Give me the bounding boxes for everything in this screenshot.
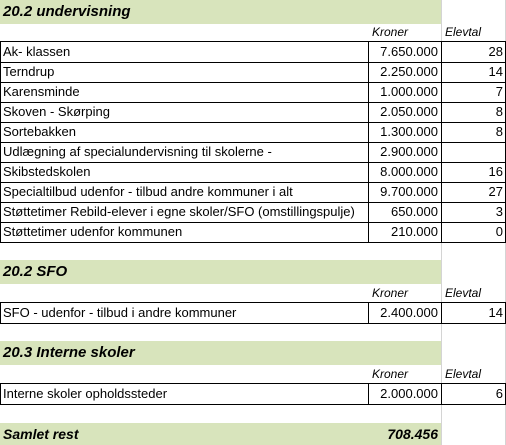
row-kroner: 2.050.000 xyxy=(380,104,438,119)
row-elevtal: 8 xyxy=(495,124,503,139)
section-title-fill xyxy=(368,341,441,365)
section-title: 20.2 undervisning xyxy=(0,0,368,24)
section-title-fill xyxy=(368,0,441,24)
table-row xyxy=(0,42,506,63)
column-header-row xyxy=(0,22,506,42)
section-title: 20.3 Interne skoler xyxy=(0,341,368,365)
row-label: Specialtilbud udenfor - tilbud andre kommuner i alt xyxy=(3,184,293,199)
row-elevtal: 7 xyxy=(495,84,503,99)
col-header-kroner: Kroner xyxy=(372,25,409,39)
row-kroner: 2.000.000 xyxy=(380,386,438,401)
row-elevtal: 28 xyxy=(488,44,503,59)
row-kroner: 2.400.000 xyxy=(380,305,438,320)
col-header-elevtal: Elevtal xyxy=(445,367,482,381)
row-label: Skibstedskolen xyxy=(3,164,91,179)
row-kroner: 8.000.000 xyxy=(380,164,438,179)
data-table xyxy=(0,383,506,405)
row-elevtal xyxy=(441,142,506,162)
row-kroner: 2.250.000 xyxy=(380,64,438,79)
row-elevtal: 14 xyxy=(488,305,503,320)
row-label: Ak- klassen xyxy=(3,44,71,59)
row-elevtal: 14 xyxy=(488,64,503,79)
section-title: 20.2 SFO xyxy=(0,260,368,284)
data-table xyxy=(0,41,506,243)
section-title-fill xyxy=(368,260,441,284)
row-label: Karensminde xyxy=(3,84,80,99)
row-elevtal: 3 xyxy=(495,204,503,219)
row-label: Støttetimer Rebild-elever i egne skoler/SFO (omstillingspulje) xyxy=(3,204,355,219)
row-label: SFO - udenfor - tilbud i andre kommuner xyxy=(3,305,237,320)
col-header-elevtal: Elevtal xyxy=(445,286,482,300)
row-elevtal: 8 xyxy=(495,104,503,119)
total-row xyxy=(0,423,506,445)
table-row xyxy=(0,182,506,203)
row-label: Sortebakken xyxy=(3,124,76,139)
row-label: Skoven - Skørping xyxy=(3,104,110,119)
table-row xyxy=(0,142,506,163)
row-elevtal: 16 xyxy=(488,164,503,179)
row-kroner: 650.000 xyxy=(391,204,438,219)
table-row xyxy=(0,384,506,404)
row-label: Støttetimer udenfor kommunen xyxy=(3,224,183,239)
col-header-kroner: Kroner xyxy=(372,367,409,381)
table-row xyxy=(0,62,506,83)
total-label: Samlet rest xyxy=(0,423,368,445)
table-row xyxy=(0,162,506,183)
column-header-row xyxy=(0,364,506,384)
row-kroner: 7.650.000 xyxy=(380,44,438,59)
row-label: Interne skoler opholdssteder xyxy=(3,386,168,401)
row-kroner: 210.000 xyxy=(391,224,438,239)
col-header-kroner: Kroner xyxy=(372,286,409,300)
row-label: Terndrup xyxy=(3,64,55,79)
row-elevtal: 6 xyxy=(495,386,503,401)
row-kroner: 9.700.000 xyxy=(380,184,438,199)
row-elevtal: 0 xyxy=(495,224,503,239)
data-table xyxy=(0,302,506,324)
section-title-row xyxy=(0,260,506,284)
row-elevtal: 27 xyxy=(488,184,503,199)
table-row xyxy=(0,222,506,242)
table-row xyxy=(0,122,506,143)
table-row xyxy=(0,82,506,103)
row-kroner: 1.300.000 xyxy=(380,124,438,139)
row-label: Udlægning af specialundervisning til skolerne - xyxy=(3,144,272,159)
column-header-row xyxy=(0,283,506,303)
section-title-row xyxy=(0,0,506,24)
section-title-row xyxy=(0,341,506,365)
row-kroner: 1.000.000 xyxy=(380,84,438,99)
table-row xyxy=(0,102,506,123)
row-kroner: 2.900.000 xyxy=(380,144,438,159)
col-header-elevtal: Elevtal xyxy=(445,25,482,39)
total-value: 708.456 xyxy=(368,423,441,445)
table-row xyxy=(0,303,506,323)
table-row xyxy=(0,202,506,223)
